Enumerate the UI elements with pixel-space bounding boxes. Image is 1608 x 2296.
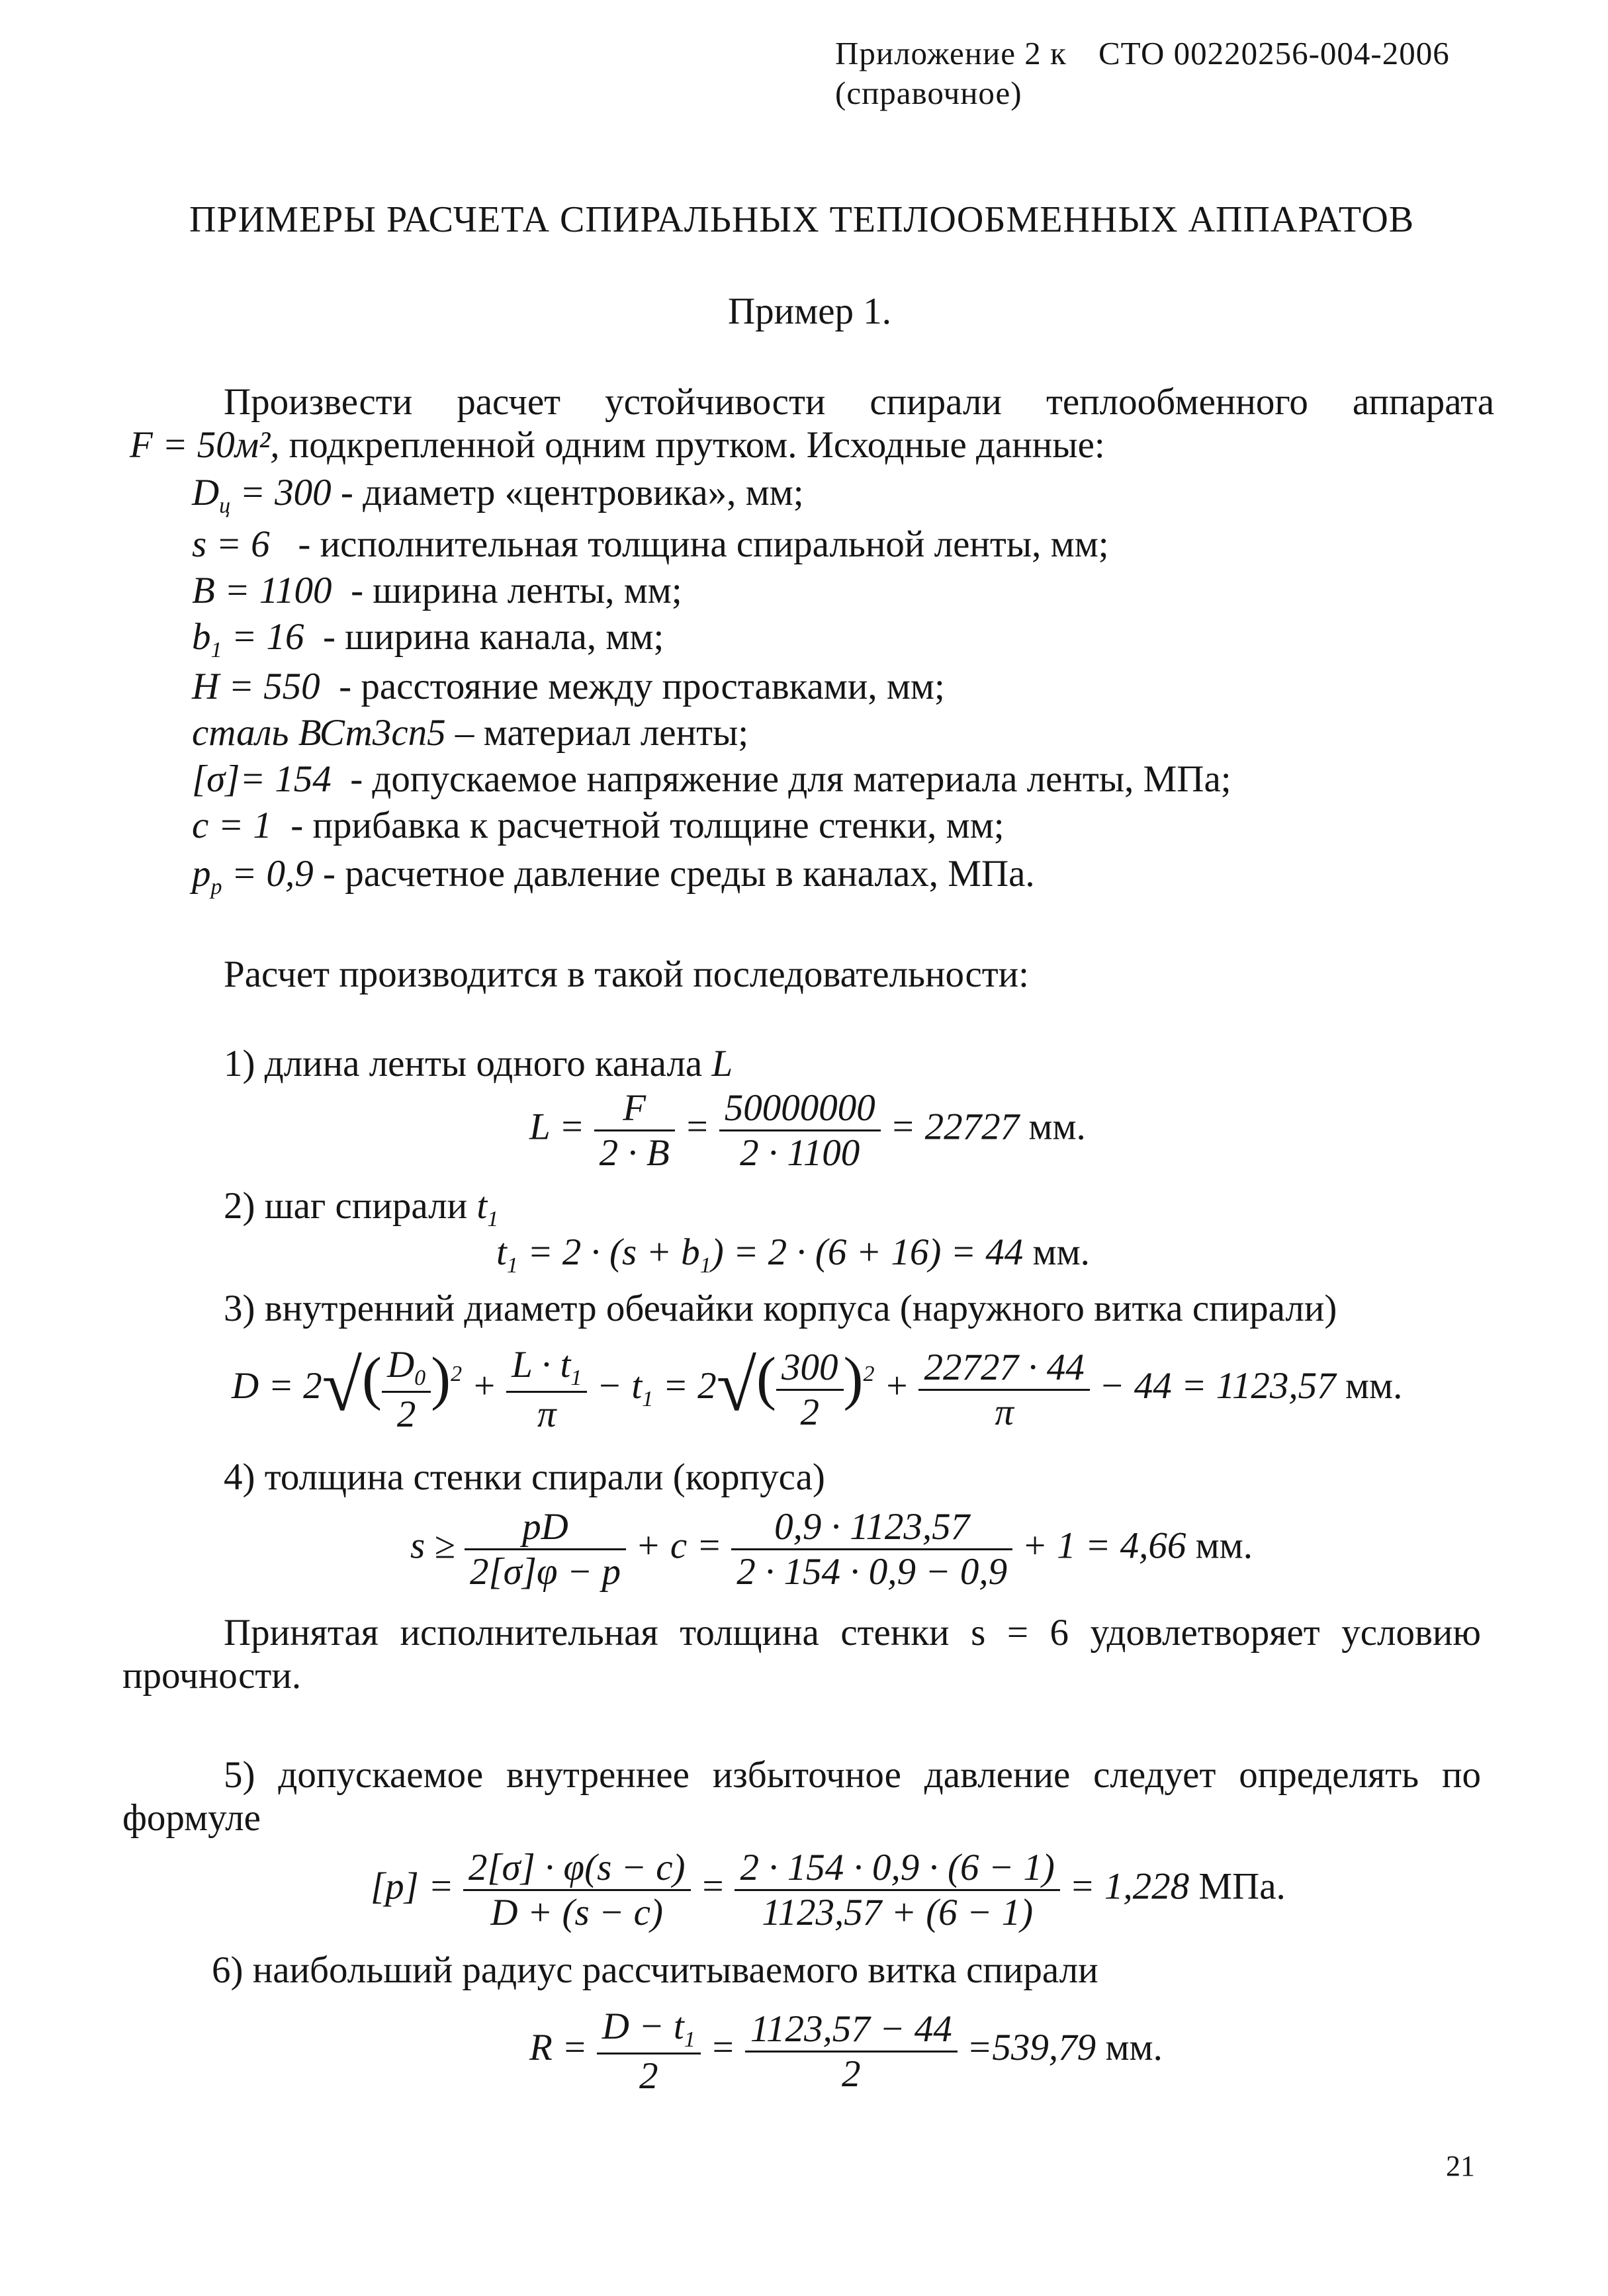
- step-2: 2) шаг спирали $t_1$: [224, 1185, 499, 1231]
- intro-line-2: [130, 423, 1105, 466]
- param-row: [σ]= 154 - допускаемое напряжение для материала ленты, МПа;: [192, 758, 1231, 800]
- sequence-intro: Расчет производится в такой последовательности:: [224, 953, 1030, 995]
- formula-pressure: [p] = $\frac{2[\sigma] \cdot \varphi(s - c)}{D + (s - c)}$ = $\frac{2 \cdot 154 \cdot 0,9 \cdot (6 - 1)}{1123,57 + (6 - 1)}$ = 1,228 МПа.: [371, 1847, 1286, 1933]
- step-6: 6) наибольший радиус рассчитываемого витка спирали: [212, 1949, 1098, 1991]
- intro-line-1: Произвести расчет устойчивости спирали теплообменного аппарата: [224, 381, 1494, 423]
- step-5-line-2: формуле: [122, 1797, 261, 1839]
- param-row: сталь ВСт3сп5 – материал ленты;: [192, 712, 749, 754]
- param-row: $D_ц = 300$ - диаметр «центровика», мм;: [192, 472, 804, 518]
- example-heading: Пример 1.: [728, 290, 892, 332]
- step-1: 1) длина ленты одного канала L: [224, 1043, 733, 1084]
- step-5-line-1: 5) допускаемое внутреннее избыточное давление следует определять по: [224, 1754, 1481, 1796]
- formula-diameter: D = 2√( $\frac{D_0}{2}$ )$^2$ + $\frac{L \cdot t_1}{\pi}$ − $t_1 = 2√$( $\frac{300}{2}$ )$^2$ + $\frac{22727 \cdot 44}{\pi}$ − 44 = 1123,57 мм.: [232, 1344, 1403, 1435]
- conclusion-line-2: прочности.: [122, 1655, 302, 1697]
- conclusion-line-1: Принятая исполнительная толщина стенки s = 6 удовлетворяет условию: [224, 1612, 1481, 1654]
- formula-length: L = $\frac{F}{2 \cdot B}$ = $\frac{50000000}{2 \cdot 1100}$ = 22727 мм.: [529, 1087, 1086, 1174]
- param-row: H = 550 - расстояние между проставками, мм;: [192, 666, 945, 707]
- formula-radius: R = $\frac{D - t_1}{2}$ = $\frac{1123,57 - 44}{2}$ =539,79 мм.: [529, 2006, 1163, 2097]
- step-3: 3) внутренний диаметр обечайки корпуса (наружного витка спирали): [224, 1288, 1337, 1329]
- param-row: s = 6 - исполнительная толщина спиральной ленты, мм;: [192, 523, 1109, 565]
- step-4: 4) толщина стенки спирали (корпуса): [224, 1456, 825, 1498]
- formula-thickness: s ≥ $\frac{pD}{2[\sigma]\varphi - p}$ + c = $\frac{0,9 \cdot 1123,57}{2 \cdot 154 \cdot 0,9 - 0,9}$ + 1 = 4,66 мм.: [410, 1506, 1253, 1593]
- page-title: ПРИМЕРЫ РАСЧЕТА СПИРАЛЬНЫХ ТЕПЛООБМЕННЫХ АППАРАТОВ: [189, 199, 1415, 240]
- param-row: $b_1 = 16$ - ширина канала, мм;: [192, 616, 664, 662]
- page-number: 21: [1446, 2150, 1475, 2182]
- header-note: (справочное): [835, 75, 1022, 111]
- param-row: $p_p = 0,9$ - расчетное давление среды в каналах, МПа.: [192, 853, 1035, 899]
- param-row: B = 1100 - ширина ленты, мм;: [192, 570, 682, 611]
- area-value: F = 50м²,: [130, 424, 289, 466]
- intro-line-2-text: подкрепленной одним прутком. Исходные данные:: [289, 424, 1105, 466]
- header-standard: СТО 00220256-004-2006: [1098, 35, 1450, 71]
- formula-pitch: $t_1 = 2 \cdot (s + b_1) = 2 \cdot (6 + 16) = 44$ мм.: [496, 1231, 1090, 1278]
- header-appendix: Приложение 2 к: [835, 35, 1067, 71]
- param-row: c = 1 - прибавка к расчетной толщине стенки, мм;: [192, 805, 1005, 846]
